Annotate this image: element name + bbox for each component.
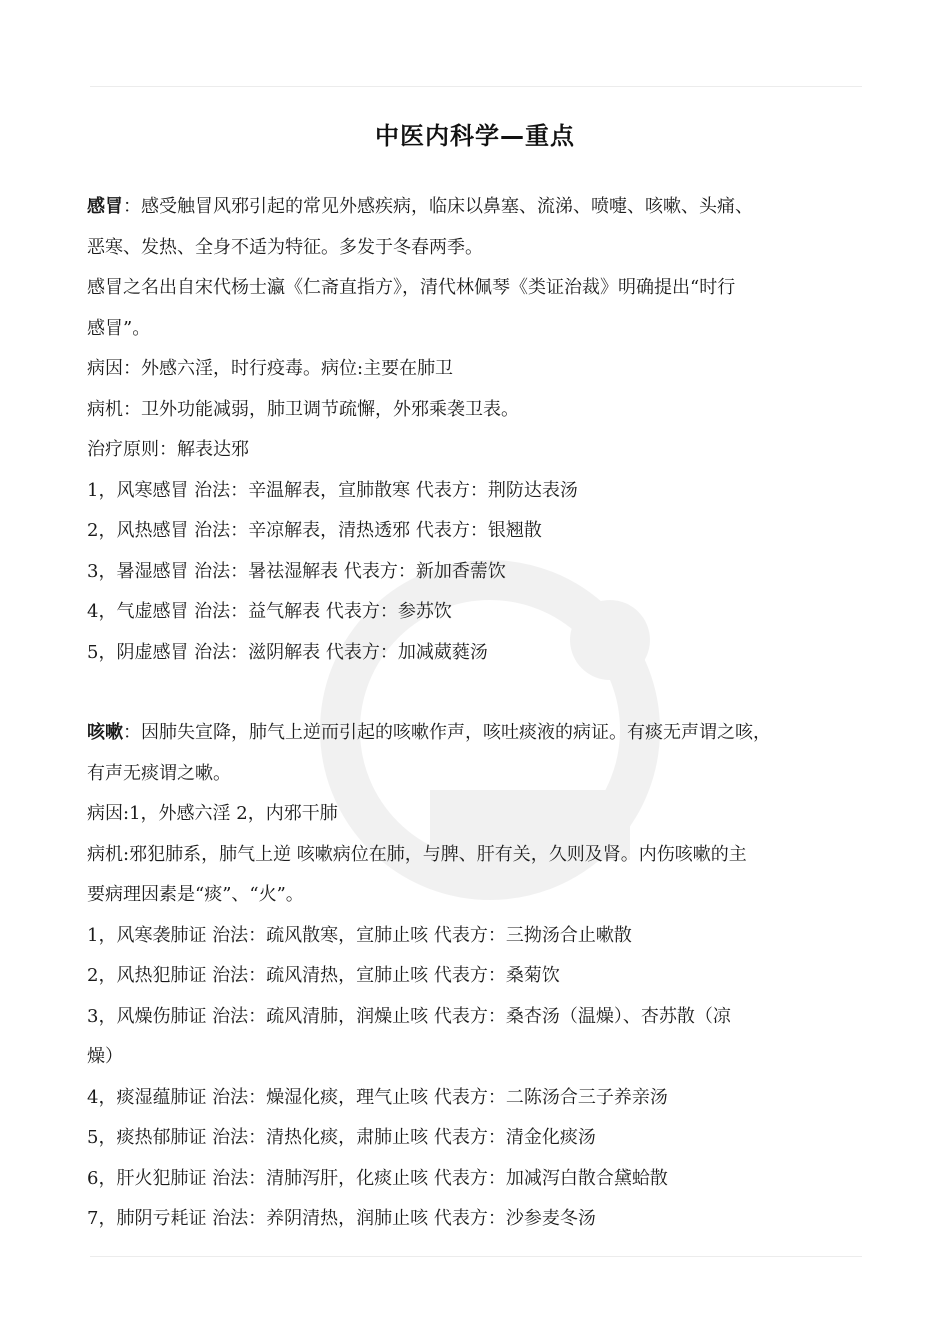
ganmao-origin: 感冒之名出自宋代杨士瀛《仁斋直指方》，清代林佩琴《类证治裁》明确提出“时行 xyxy=(87,277,736,298)
document-body xyxy=(87,187,877,1240)
section-ganmao xyxy=(87,187,877,673)
kesou-type-item: 7，肺阴亏耗证 治法：养阴清热，润肺止咳 代表方：沙参麦冬汤 xyxy=(87,1208,596,1229)
footer-divider xyxy=(90,1256,862,1257)
kesou-type-item: 5，痰热郁肺证 治法：清热化痰，肃肺止咳 代表方：清金化痰汤 xyxy=(87,1127,596,1148)
ganmao-type-item: 3，暑湿感冒 治法：暑祛湿解表 代表方：新加香薷饮 xyxy=(87,560,506,582)
ganmao-type-item: 2，风热感冒 治法：辛凉解表，清热透邪 代表方：银翘散 xyxy=(87,520,542,541)
ganmao-definition xyxy=(87,187,877,228)
ganmao-term: 感冒 xyxy=(87,196,123,217)
ganmao-principle: 治疗原则：解表达邪 xyxy=(87,439,249,460)
ganmao-type-item: 4，气虚感冒 治法：益气解表 代表方：参苏饮 xyxy=(87,601,452,622)
kesou-type-item: 3，风燥伤肺证 治法：疏风清肺，润燥止咳 代表方：桑杏汤（温燥）、杏苏散（凉 xyxy=(87,1005,731,1027)
section-kesou xyxy=(87,713,877,1240)
ganmao-mechanism: 病机：卫外功能减弱，肺卫调节疏懈，外邪乘袭卫表。 xyxy=(87,398,519,420)
header-divider xyxy=(90,86,862,87)
ganmao-type-item: 5，阴虚感冒 治法：滋阴解表 代表方：加减葳蕤汤 xyxy=(87,641,488,663)
kesou-type-item: 4，痰湿蕴肺证 治法：燥湿化痰，理气止咳 代表方：二陈汤合三子养亲汤 xyxy=(87,1086,668,1108)
kesou-definition-text: ：因肺失宣降，肺气上逆而引起的咳嗽作声，咳吐痰液的病证。有痰无声谓之咳， xyxy=(123,722,771,743)
kesou-mechanism-cont: 要病理因素是“痰”、“火”。 xyxy=(87,884,304,905)
kesou-cause: 病因:1，外感六淫 2，内邪干肺 xyxy=(87,803,338,824)
page-title: 中医内科学—重点 xyxy=(375,122,575,150)
kesou-definition xyxy=(87,713,877,754)
ganmao-definition-text: ：感受触冒风邪引起的常见外感疾病，临床以鼻塞、流涕、喷嚏、咳嗽、头痛、 xyxy=(123,196,753,217)
ganmao-origin-cont: 感冒”。 xyxy=(87,317,151,339)
section-spacer xyxy=(87,673,877,713)
kesou-type-item: 6，肝火犯肺证 治法：清肺泻肝，化痰止咳 代表方：加减泻白散合黛蛤散 xyxy=(87,1167,668,1189)
kesou-type-item-cont: 燥） xyxy=(87,1046,123,1067)
kesou-term: 咳嗽 xyxy=(87,722,123,743)
kesou-mechanism: 病机:邪犯肺系，肺气上逆 咳嗽病位在肺，与脾、肝有关，久则及肾。内伤咳嗽的主 xyxy=(87,843,747,865)
ganmao-type-item: 1，风寒感冒 治法：辛温解表，宣肺散寒 代表方：荆防达表汤 xyxy=(87,479,578,501)
kesou-type-item: 2，风热犯肺证 治法：疏风清热，宣肺止咳 代表方：桑菊饮 xyxy=(87,965,560,986)
ganmao-definition-cont: 恶寒、发热、全身不适为特征。多发于冬春两季。 xyxy=(87,236,483,258)
ganmao-cause: 病因：外感六淫，时行疫毒。病位:主要在肺卫 xyxy=(87,358,454,379)
kesou-definition-cont: 有声无痰谓之嗽。 xyxy=(87,762,231,784)
kesou-type-item: 1，风寒袭肺证 治法：疏风散寒，宣肺止咳 代表方：三拗汤合止嗽散 xyxy=(87,924,632,946)
